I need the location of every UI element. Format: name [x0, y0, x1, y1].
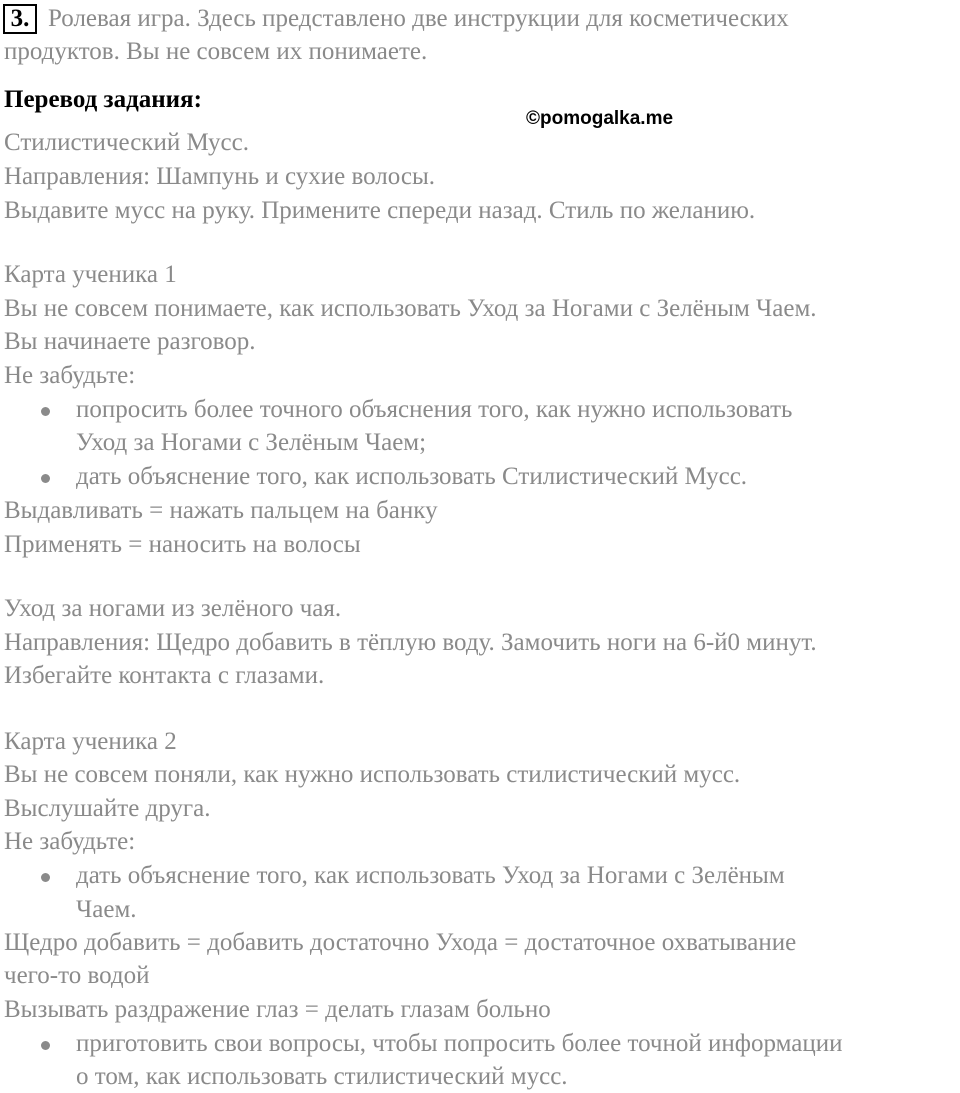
- card2-line: Вы не совсем поняли, как нужно использовать стилистический мусс.: [4, 761, 741, 788]
- card2-bullet1-line2: Чаем.: [76, 896, 137, 923]
- card2-bullet2-line2: о том, как использовать стилистический мусс.: [76, 1063, 568, 1090]
- bullet-dot: [41, 873, 50, 882]
- card2-glossary-line: Вызывать раздражение глаз = делать глазам больно: [4, 996, 551, 1023]
- card1-bullet1-line1: попросить более точного объяснения того, как нужно использовать: [76, 396, 793, 423]
- translation-heading: Перевод задания:: [4, 86, 202, 113]
- section2-warning: Избегайте контакта с глазами.: [4, 662, 325, 689]
- section1-directions: Направления: Шампунь и сухие волосы.: [4, 163, 436, 190]
- card1-glossary-line: Выдавливать = нажать пальцем на банку: [4, 497, 438, 524]
- card2-glossary-line: чего-то водой: [4, 962, 150, 989]
- card1-glossary-line: Применять = наносить на волосы: [4, 531, 361, 558]
- task-text-line1: Ролевая игра. Здесь представлено две инструкции для косметических: [48, 5, 789, 32]
- card2-glossary-line: Щедро добавить = добавить достаточно Ухода = достаточное охватывание: [4, 929, 797, 956]
- section2-title: Уход за ногами из зелёного чая.: [4, 595, 342, 622]
- card1-line: Вы не совсем понимаете, как использовать Уход за Ногами с Зелёным Чаем.: [4, 295, 817, 322]
- bullet-dot: [41, 474, 50, 483]
- card2-title: Карта ученика 2: [4, 728, 177, 755]
- card2-line: Выслушайте друга.: [4, 795, 211, 822]
- card2-line: Не забудьте:: [4, 828, 136, 855]
- card1-bullet2: дать объяснение того, как использовать Стилистический Мусс.: [76, 463, 748, 490]
- card2-bullet2-line1: приготовить свои вопросы, чтобы попросить более точной информации: [76, 1030, 843, 1057]
- watermark: ©pomogalka.me: [526, 108, 674, 129]
- task-text-line2: продуктов. Вы не совсем их понимаете.: [4, 38, 428, 65]
- section2-directions: Направления: Щедро добавить в тёплую воду. Замочить ноги на 6-й0 минут.: [4, 629, 817, 656]
- section1-instructions: Выдавите мусс на руку. Примените спереди назад. Стиль по желанию.: [4, 197, 756, 224]
- card1-line: Не забудьте:: [4, 362, 136, 389]
- task-number-box: 3.: [3, 4, 37, 34]
- bullet-dot: [41, 407, 50, 416]
- section1-title: Стилистический Мусс.: [4, 129, 249, 156]
- card1-bullet1-line2: Уход за Ногами с Зелёным Чаем;: [76, 429, 427, 456]
- card2-bullet1-line1: дать объяснение того, как использовать Уход за Ногами с Зелёным: [76, 862, 785, 889]
- card1-line: Вы начинаете разговор.: [4, 328, 256, 355]
- card1-title: Карта ученика 1: [4, 261, 177, 288]
- bullet-dot: [41, 1041, 50, 1050]
